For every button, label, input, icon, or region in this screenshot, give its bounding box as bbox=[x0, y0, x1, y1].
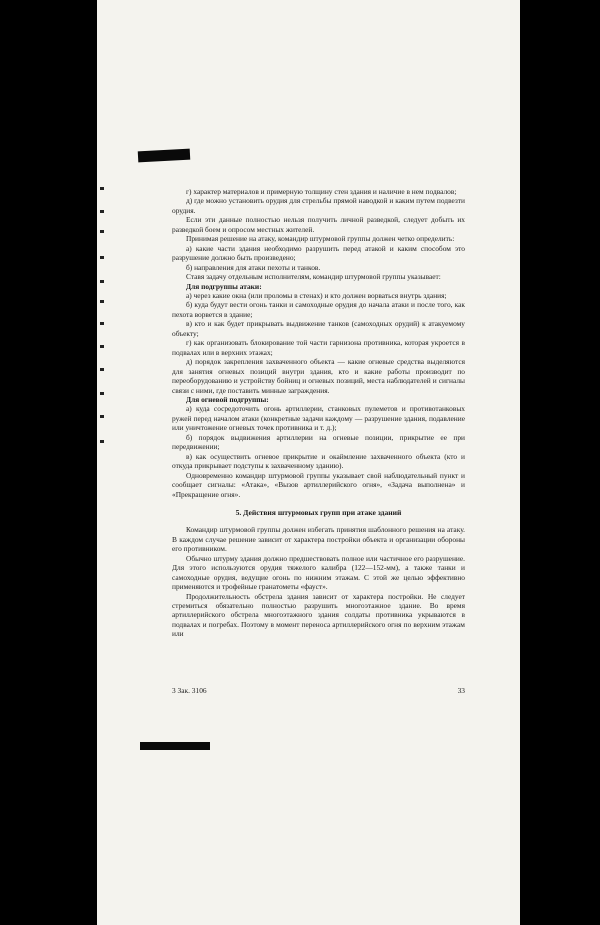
paragraph: а) какие части здания необходимо разрушить перед атакой и каким способом это разрушение должно быть произведено; bbox=[172, 243, 465, 263]
margin-mark bbox=[100, 300, 104, 303]
paragraph: в) как осуществить огневое прикрытие и окаймление захваченного объекта (кто и откуда прикрывает подступы к захваченному зданию). bbox=[172, 451, 465, 471]
paragraph: а) куда сосредоточить огонь артиллерии, станковых пулеметов и противотанковых ружей перед началом атаки (конкретные задачи каждому — разрушение здания, подавление или уничтожение огневых точек противника и т. д.); bbox=[172, 404, 465, 433]
paragraph: д) порядок закрепления захваченного объекта — какие огневые средства выделяются для занятия огневых позиций внутри здания, кто и какие работы производит по переоборудованию и устройству бойниц и огневых позиций, места наблюдателей и сигналы связи с ними, где поставить минные заграждения. bbox=[172, 357, 465, 395]
margin-mark bbox=[100, 368, 104, 371]
paragraph: Обычно штурму здания должно предшествовать полное или частичное его разрушение. Для этого используются орудия тяжелого калибра (122—152-мм), а также танки и самоходные орудия, ведущие огонь по нижним этажам. С этой же целью эффективно применяются и трофейные гранатометы «фауст». bbox=[172, 553, 465, 592]
paragraph: Если эти данные полностью нельзя получить личной разведкой, следует добыть их разведкой боем и опросом местных жителей. bbox=[172, 215, 465, 234]
scan-redaction-bar-bottom bbox=[140, 742, 210, 750]
margin-mark bbox=[100, 415, 104, 418]
print-order-number: 3 Зак. 3106 bbox=[172, 686, 207, 695]
section-heading: 5. Действия штурмовых групп при атаке зданий bbox=[235, 507, 402, 517]
margin-mark bbox=[100, 440, 104, 443]
paragraph: Ставя задачу отдельным исполнителям, командир штурмовой группы указывает: bbox=[186, 272, 441, 282]
paragraph: д) где можно установить орудия для стрельбы прямой наводкой и каким путем подвезти орудия. bbox=[172, 196, 465, 215]
paragraph: в) кто и как будет прикрывать выдвижение танков (самоходных орудий) к атакуемому объекту; bbox=[172, 319, 465, 338]
paragraph: б) направления для атаки пехоты и танков. bbox=[186, 262, 321, 272]
paragraph: Продолжительность обстрела здания зависит от характера постройки. Не следует стремиться обязательно полностью разрушить многоэтажное здание. Во время артиллерийского обстрела многоэтажного здания солдаты противника укрываются в подвалах и погребах. Поэтому в момент переноса артиллерийского огня по верхним этажам или bbox=[172, 591, 465, 639]
paragraph: Одновременно командир штурмовой группы указывает свой наблюдательный пункт и сообщает сигналы: «Атака», «Вызов артиллерийского огня», «Задача выполнена» и «Прекращение огня». bbox=[172, 470, 465, 499]
margin-mark bbox=[100, 280, 104, 283]
page-number: 33 bbox=[457, 686, 465, 695]
paragraph: г) характер материалов и примерную толщину стен здания и наличие в нем подвалов; bbox=[186, 187, 457, 196]
margin-mark bbox=[100, 187, 104, 190]
margin-mark bbox=[100, 322, 104, 325]
paragraph: б) порядок выдвижения артиллерии на огневые позиции, прикрытие ее при передвижении; bbox=[172, 432, 465, 452]
margin-mark bbox=[100, 256, 104, 259]
margin-mark bbox=[100, 345, 104, 348]
paragraph: б) куда будут вести огонь танки и самоходные орудия до начала атаки и после того, как пехота ворвется в здание; bbox=[172, 300, 465, 319]
subheading: Для подгруппы атаки: bbox=[186, 281, 262, 291]
paragraph: а) через какие окна (или проломы в стенах) и кто должен ворваться внутрь здания; bbox=[186, 290, 447, 300]
subheading: Для огневой подгруппы: bbox=[186, 394, 269, 404]
paragraph: Командир штурмовой группы должен избегать принятия шаблонного решения на атаку. В каждом случае решение зависит от характера постройки объекта и организации обороны его противником. bbox=[172, 525, 465, 554]
margin-mark bbox=[100, 230, 104, 233]
paragraph: Принимая решение на атаку, командир штурмовой группы должен четко определить: bbox=[186, 234, 455, 244]
paragraph: г) как организовать блокирование той части гарнизона противника, которая укроется в подвалах или в верхних этажах; bbox=[172, 338, 465, 357]
margin-mark bbox=[100, 392, 104, 395]
margin-mark bbox=[100, 210, 104, 213]
document-body bbox=[172, 187, 465, 639]
